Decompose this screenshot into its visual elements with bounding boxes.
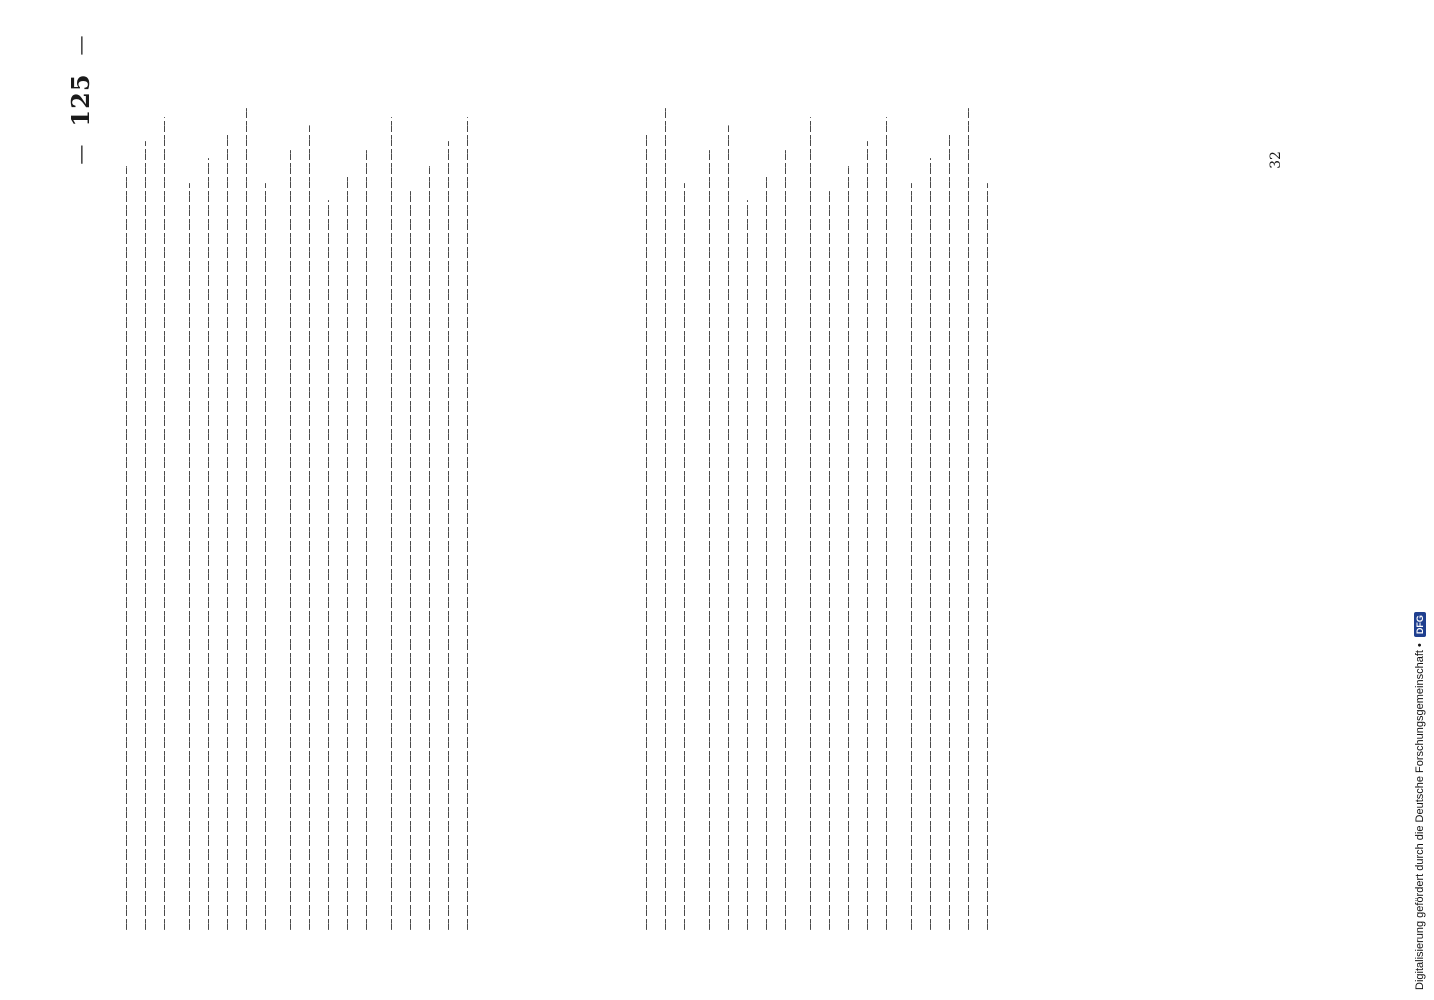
footer-page-index: 32 [1268, 151, 1284, 169]
left-text-column [120, 100, 480, 930]
page-header [60, 0, 100, 500]
digitization-note: Digitalisierung gefördert durch die Deutsche Forschungsgemeinschaft • [1414, 643, 1426, 990]
header-dash-right: — [68, 35, 92, 56]
right-text-column [640, 100, 1000, 930]
header-dash-left: — [68, 144, 92, 165]
page-number: 125 [65, 73, 95, 127]
digitization-sidebar [1410, 10, 1430, 990]
dfg-logo: DFG [1414, 612, 1426, 637]
